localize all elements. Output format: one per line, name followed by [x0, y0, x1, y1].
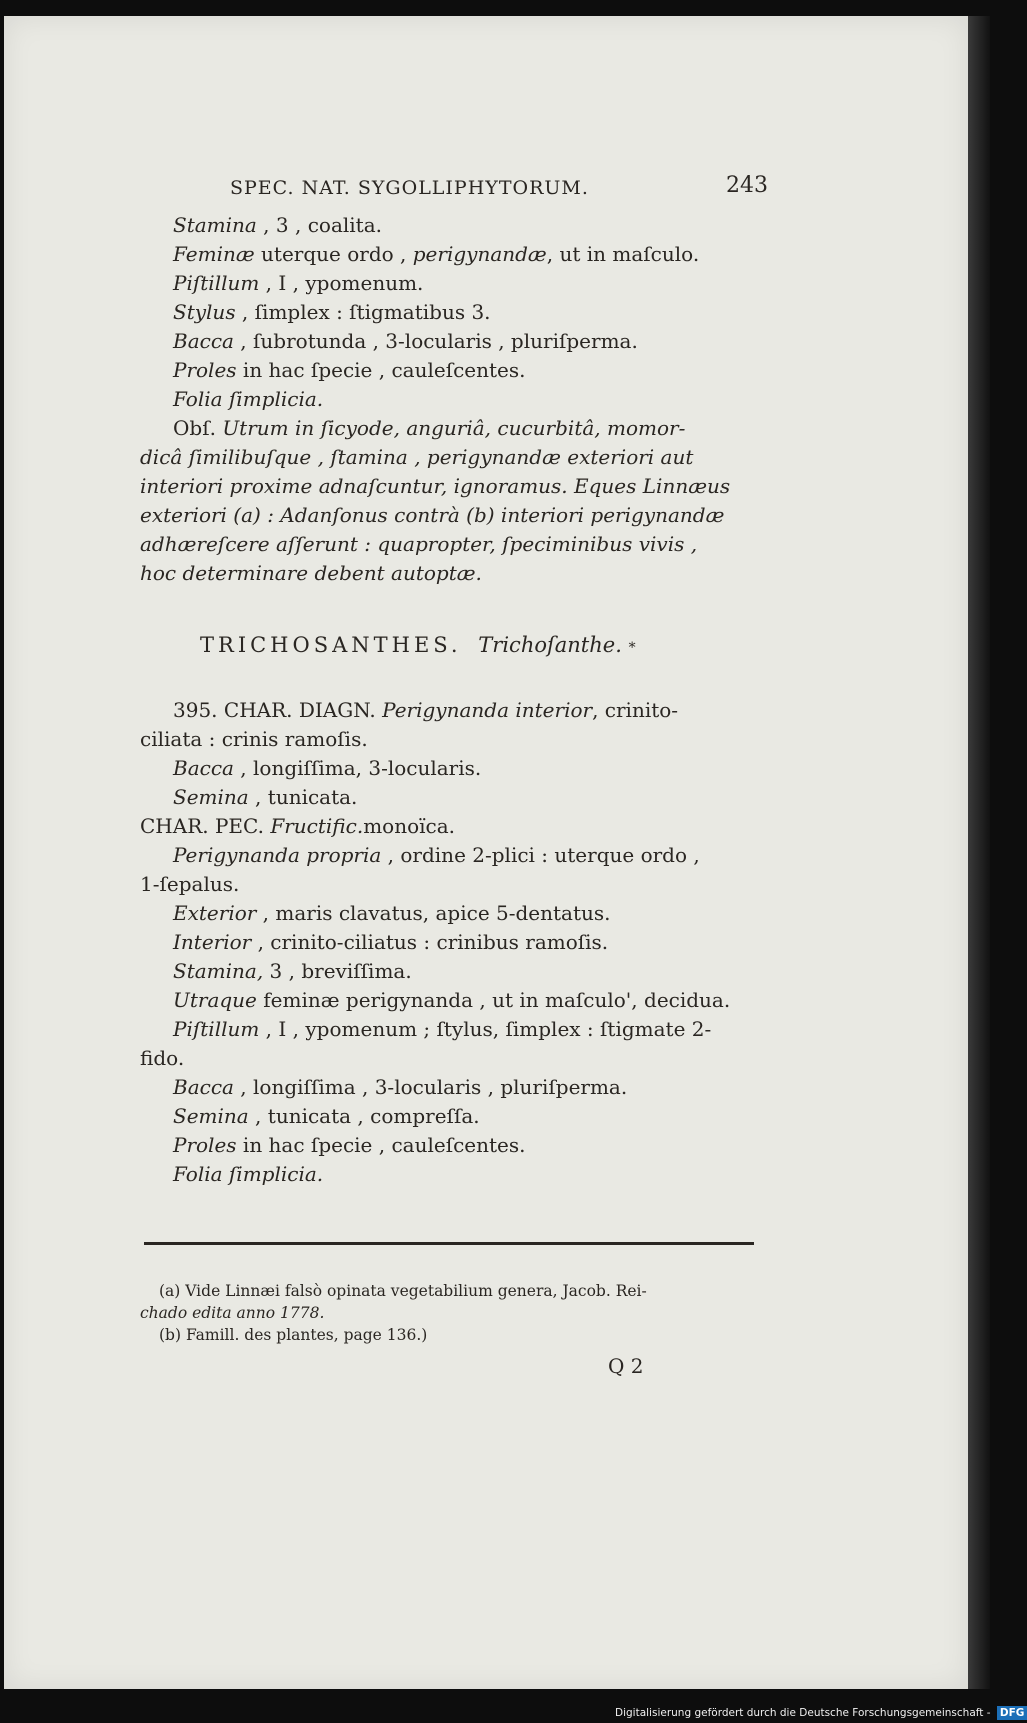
term: Stamina,: [173, 959, 264, 983]
observation-line: adhæreſcere aſſerunt : quapropter, ſpeciminibus vivis ,: [140, 532, 698, 556]
text: , tunicata.: [248, 785, 358, 809]
signature-mark: Q 2: [608, 1354, 644, 1378]
line: [173, 1160, 323, 1188]
line-char-pec: [140, 812, 455, 840]
text: , longiſſima, 3-locularis.: [233, 756, 482, 780]
term: Stamina: [173, 213, 257, 237]
line: [173, 1015, 711, 1043]
text: , crinito-ciliatus : crinibus ramoſis.: [251, 930, 609, 954]
dfg-logo: DFG: [997, 1706, 1027, 1720]
section-heading: [200, 631, 636, 662]
text: ciliata : crinis ramoſis.: [140, 727, 368, 751]
text: monoïca.: [363, 814, 455, 838]
term: Bacca: [173, 329, 234, 353]
term: Perigynanda interior: [382, 698, 593, 722]
text: fido.: [140, 1046, 185, 1070]
obs-text: Utrum in ſicyode, anguriâ, cucurbitâ, momor-: [222, 416, 686, 440]
term: Interior: [173, 930, 252, 954]
term: Fructific.: [270, 814, 364, 838]
text: uterque ordo ,: [254, 242, 413, 266]
term: Proles: [173, 358, 237, 382]
text: , ut in maſculo.: [546, 242, 700, 266]
footer-bar: [615, 1703, 1025, 1723]
line-proles: [173, 356, 526, 384]
term: Piſtillum: [173, 271, 260, 295]
line: [173, 754, 481, 782]
term: Folia ſimplicia.: [173, 1162, 324, 1186]
line-bacca: [173, 327, 638, 355]
footnote-rule: [144, 1242, 754, 1245]
line: [173, 928, 608, 956]
term: perigynandæ: [412, 242, 547, 266]
footnote-a: (a) Vide Linnæi falsò opinata vegetabilium genera, Jacob. Rei-: [159, 1282, 647, 1300]
line: [173, 957, 412, 985]
term: Feminæ: [173, 242, 255, 266]
obs-lead: Obſ.: [173, 416, 223, 440]
line-char-diagn: [173, 696, 678, 724]
text: , maris clavatus, apice 5-dentatus.: [256, 901, 611, 925]
text: 3 , breviſſima.: [263, 959, 412, 983]
line: [173, 1102, 480, 1130]
text: CHAR. PEC.: [140, 814, 271, 838]
text: , ſimplex : ſtigmatibus 3.: [235, 300, 491, 324]
page-edge: [968, 16, 990, 1689]
line: [173, 783, 357, 811]
page-text: [4, 16, 968, 1689]
line: [140, 870, 239, 898]
line-feminae: [173, 240, 699, 268]
observation-line: dicâ ſimilibuſque , ſtamina , perigynandæ exteriori aut: [140, 445, 694, 469]
line: [173, 841, 700, 869]
term: Perigynanda propria: [173, 843, 382, 867]
text: feminæ perigynanda , ut in maſculo', decidua.: [256, 988, 731, 1012]
text: 395. CHAR. DIAGN.: [173, 698, 383, 722]
line: [173, 899, 611, 927]
text: in hac ſpecie , cauleſcentes.: [236, 1133, 526, 1157]
text: , I , ypomenum.: [259, 271, 424, 295]
text: , crinito-: [592, 698, 679, 722]
line-stamina: [173, 211, 382, 239]
term: Stylus: [173, 300, 236, 324]
line-stylus: [173, 298, 491, 326]
term: Semina: [173, 785, 249, 809]
observation-line: exteriori (a) : Adanſonus contrà (b) interiori perigynandæ: [140, 503, 725, 527]
footnote-b: (b) Famill. des plantes, page 136.): [159, 1326, 428, 1344]
text: , longiſſima , 3-locularis , pluriſperma.: [233, 1075, 628, 1099]
term: Bacca: [173, 756, 234, 780]
term: Piſtillum: [173, 1017, 260, 1041]
observation-line: [173, 414, 685, 442]
running-title: SPEC. NAT. SYGOLLIPHYTORUM.: [230, 177, 589, 199]
term: Utraque: [173, 988, 257, 1012]
text: , 3 , coalita.: [256, 213, 382, 237]
line: [140, 725, 368, 753]
line: [173, 1131, 526, 1159]
term: Bacca: [173, 1075, 234, 1099]
section-title-italic: Trichoſanthe.: [478, 633, 622, 657]
term: Semina: [173, 1104, 249, 1128]
section-title: TRICHOSANTHES.: [200, 633, 462, 657]
text: , ſubrotunda , 3-locularis , pluriſperma.: [233, 329, 638, 353]
text: , tunicata , compreſſa.: [248, 1104, 480, 1128]
text: 1-ſepalus.: [140, 872, 240, 896]
text: , I , ypomenum ; ſtylus, ſimplex : ſtigmate 2-: [259, 1017, 712, 1041]
line: [173, 986, 730, 1014]
term: Exterior: [173, 901, 257, 925]
line: [140, 1044, 184, 1072]
term: Folia ſimplicia.: [173, 387, 324, 411]
page-number: 243: [726, 173, 768, 198]
footnote-a-cont: chado edita anno 1778.: [140, 1304, 325, 1322]
footer-text: Digitalisierung gefördert durch die Deutsche Forschungsgemeinschaft -: [615, 1707, 991, 1719]
term: Proles: [173, 1133, 237, 1157]
book-page: [4, 16, 968, 1689]
observation-line: hoc determinare debent autoptæ.: [140, 561, 482, 585]
line-folia: [173, 385, 323, 413]
observation-line: interiori proxime adnaſcuntur, ignoramus. Eques Linnæus: [140, 474, 731, 498]
line-pistillum: [173, 269, 423, 297]
text: in hac ſpecie , cauleſcentes.: [236, 358, 526, 382]
section-mark: *: [628, 640, 636, 656]
text: , ordine 2-plici : uterque ordo ,: [381, 843, 700, 867]
line: [173, 1073, 627, 1101]
